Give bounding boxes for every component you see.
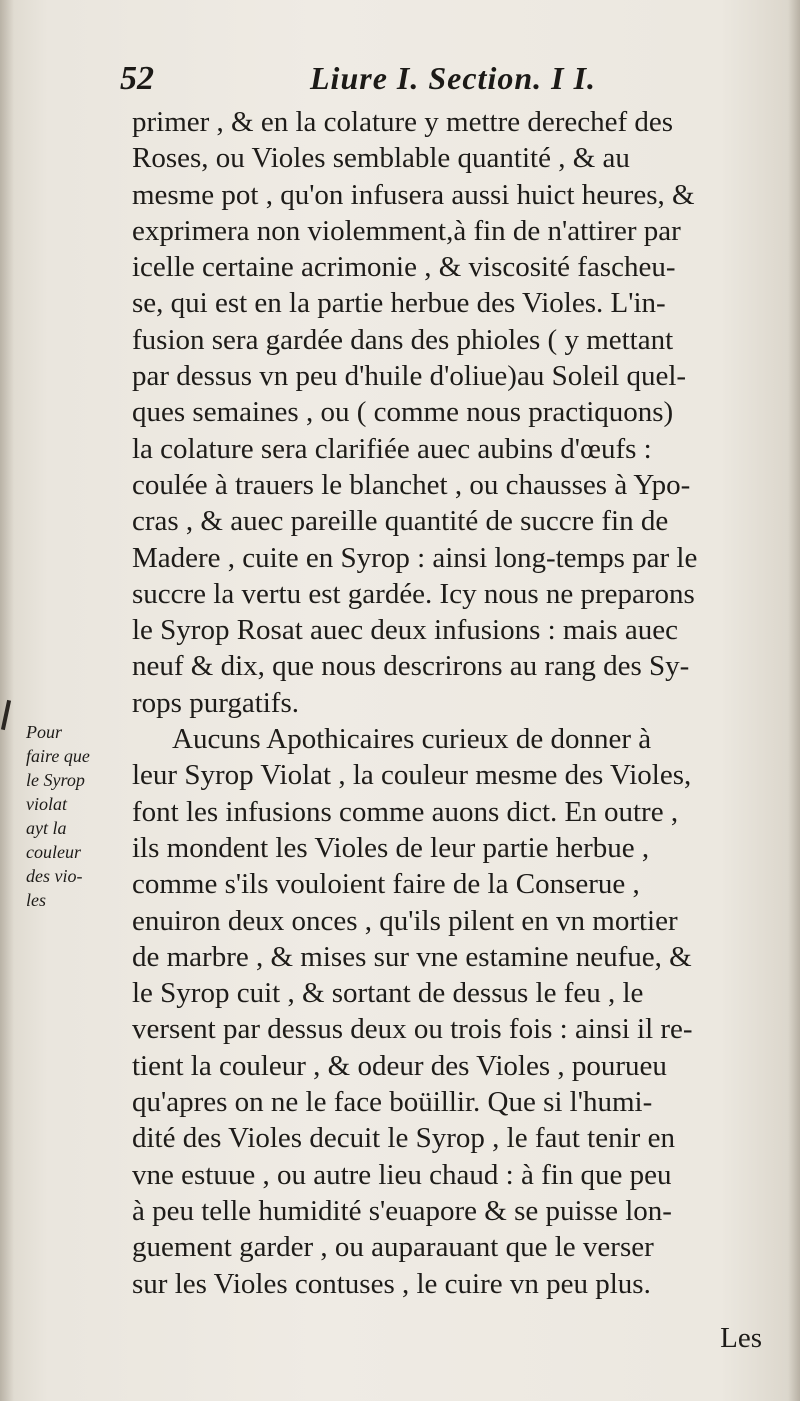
text-line: de marbre , & mises sur vne estamine neufue, &: [132, 940, 692, 973]
text-line: comme s'ils vouloient faire de la Conserue ,: [132, 868, 640, 901]
text-line: ils mondent les Violes de leur partie herbue ,: [132, 831, 650, 864]
text-line: rops purgatifs.: [132, 686, 300, 719]
running-head: Liure I. Section. I I.: [310, 60, 597, 96]
text-line: font les infusions comme auons dict. En outre ,: [132, 795, 679, 828]
text-line: la colature sera clarifiée auec aubins d'œufs :: [132, 432, 652, 465]
text-line: neuf & dix, que nous descrirons au rang des Sy-: [132, 650, 690, 683]
text-line: Madere , cuite en Syrop : ainsi long-temps par le: [132, 541, 698, 574]
text-line: fusion sera gardée dans des phioles ( y mettant: [132, 323, 674, 356]
text-line: succre la vertu est gardée. Icy nous ne preparons: [132, 577, 695, 610]
text-line: primer , & en la colature y mettre derechef des: [132, 106, 674, 138]
margin-note-line: les: [26, 890, 46, 910]
text-line: ques semaines , ou ( comme nous practiquons): [132, 396, 674, 429]
text-line: mesme pot , qu'on infusera aussi huict heures, &: [132, 178, 695, 211]
page-header: [120, 60, 780, 100]
text-line: icelle certaine acrimonie , & viscosité fascheu-: [132, 251, 676, 284]
catchword: Les: [720, 1322, 762, 1354]
margin-note-line: violat: [26, 794, 67, 814]
margin-note-line: des vio-: [26, 866, 83, 886]
text-line: par dessus vn peu d'huile d'oliue)au Soleil quel-: [132, 360, 687, 393]
margin-note-line: couleur: [26, 842, 81, 862]
body-text: [132, 104, 792, 1302]
text-line: vne estuue , ou autre lieu chaud : à fin que peu: [132, 1158, 672, 1191]
text-line: à peu telle humidité s'euapore & se puisse lon-: [132, 1194, 672, 1227]
text-line: qu'apres on ne le face boüillir. Que si l'humi-: [132, 1086, 653, 1119]
text-line: le Syrop Rosat auec deux infusions : mais auec: [132, 614, 679, 647]
margin-note-line: ayt la: [26, 818, 67, 838]
text-line: tient la couleur , & odeur des Violes , pourueu: [132, 1049, 667, 1082]
text-line: dité des Violes decuit le Syrop , le faut tenir en: [132, 1122, 675, 1155]
text-line: versent par dessus deux ou trois fois : ainsi il re-: [132, 1013, 693, 1046]
text-line: le Syrop cuit , & sortant de dessus le feu , le: [132, 977, 644, 1010]
text-line: leur Syrop Violat , la couleur mesme des Violes,: [132, 759, 692, 792]
margin-note-line: le Syrop: [26, 770, 85, 790]
text-line: sur les Violes contuses , le cuire vn peu plus.: [132, 1267, 651, 1300]
margin-note: [26, 720, 136, 912]
text-line: se, qui est en la partie herbue des Violes. L'in-: [132, 287, 666, 320]
text-line: Roses, ou Violes semblable quantité , & au: [132, 142, 630, 175]
paragraph-start-line: Aucuns Apothicaires curieux de donner à: [172, 723, 652, 756]
page-number: 52: [120, 60, 154, 97]
margin-note-line: faire que: [26, 746, 90, 766]
margin-note-line: Pour: [26, 722, 62, 742]
text-line: cras , & auec pareille quantité de succre fin de: [132, 505, 669, 538]
text-line: exprimera non violemment,à fin de n'attirer par: [132, 214, 681, 247]
text-line: enuiron deux onces , qu'ils pilent en vn mortier: [132, 904, 678, 937]
text-line: guement garder , ou auparauant que le verser: [132, 1231, 654, 1264]
text-line: coulée à trauers le blanchet , ou chausses à Ypo-: [132, 468, 691, 501]
